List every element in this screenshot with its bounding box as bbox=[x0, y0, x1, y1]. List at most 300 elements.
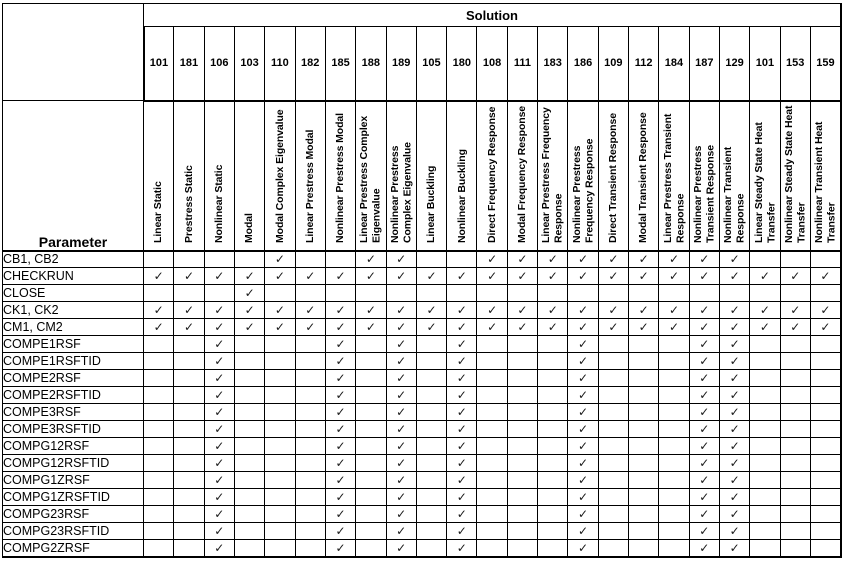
solution-number: 159 bbox=[810, 27, 841, 101]
parameter-name: CLOSE bbox=[3, 285, 144, 302]
check-cell-empty bbox=[659, 387, 689, 404]
check-mark: ✓ bbox=[386, 387, 416, 404]
check-mark: ✓ bbox=[689, 268, 719, 285]
check-cell-empty bbox=[174, 370, 204, 387]
check-mark: ✓ bbox=[780, 268, 810, 285]
check-cell-empty bbox=[780, 336, 810, 353]
check-cell-empty bbox=[325, 285, 355, 302]
check-cell-empty bbox=[234, 540, 264, 557]
check-cell-empty bbox=[629, 353, 659, 370]
check-cell-empty bbox=[356, 353, 386, 370]
check-mark: ✓ bbox=[719, 251, 749, 268]
check-cell-empty bbox=[659, 455, 689, 472]
check-mark: ✓ bbox=[689, 523, 719, 540]
check-mark: ✓ bbox=[598, 251, 628, 268]
table-row bbox=[3, 370, 842, 387]
check-mark: ✓ bbox=[689, 370, 719, 387]
check-cell-empty bbox=[174, 438, 204, 455]
table-row bbox=[3, 523, 842, 540]
check-mark: ✓ bbox=[538, 268, 568, 285]
check-mark: ✓ bbox=[356, 319, 386, 336]
check-mark: ✓ bbox=[265, 268, 295, 285]
check-cell-empty bbox=[538, 421, 568, 438]
check-cell-empty bbox=[659, 421, 689, 438]
check-cell-empty bbox=[356, 421, 386, 438]
check-cell-empty bbox=[538, 472, 568, 489]
check-cell-empty bbox=[780, 489, 810, 506]
check-cell-empty bbox=[265, 370, 295, 387]
solution-number: 181 bbox=[174, 27, 204, 101]
check-cell-empty bbox=[507, 370, 537, 387]
parameter-name: COMPG12RSFTID bbox=[3, 455, 144, 472]
check-cell-empty bbox=[810, 404, 841, 421]
table-row bbox=[3, 336, 842, 353]
check-cell-empty bbox=[750, 251, 780, 268]
check-mark: ✓ bbox=[386, 472, 416, 489]
check-mark: ✓ bbox=[447, 319, 477, 336]
check-cell-empty bbox=[507, 404, 537, 421]
check-mark: ✓ bbox=[689, 455, 719, 472]
check-mark: ✓ bbox=[568, 489, 598, 506]
check-cell-empty bbox=[810, 285, 841, 302]
check-mark: ✓ bbox=[568, 353, 598, 370]
check-cell-empty bbox=[780, 523, 810, 540]
check-cell-empty bbox=[598, 472, 628, 489]
check-cell-empty bbox=[234, 421, 264, 438]
check-mark: ✓ bbox=[447, 370, 477, 387]
check-mark: ✓ bbox=[659, 319, 689, 336]
solution-name: Nonlinear Prestress Transient Response bbox=[691, 144, 717, 243]
check-mark: ✓ bbox=[568, 540, 598, 557]
table-row bbox=[3, 302, 842, 319]
check-mark: ✓ bbox=[204, 523, 234, 540]
check-mark: ✓ bbox=[689, 336, 719, 353]
check-mark: ✓ bbox=[325, 489, 355, 506]
check-cell-empty bbox=[750, 438, 780, 455]
check-mark: ✓ bbox=[356, 268, 386, 285]
solution-number: 110 bbox=[265, 27, 295, 101]
check-cell-empty bbox=[780, 472, 810, 489]
check-mark: ✓ bbox=[325, 455, 355, 472]
check-mark: ✓ bbox=[780, 319, 810, 336]
check-mark: ✓ bbox=[325, 336, 355, 353]
check-cell-empty bbox=[598, 523, 628, 540]
check-cell-empty bbox=[356, 370, 386, 387]
check-cell-empty bbox=[629, 387, 659, 404]
table-row bbox=[3, 387, 842, 404]
check-cell-empty bbox=[265, 506, 295, 523]
solution-number: 185 bbox=[325, 27, 355, 101]
check-cell-empty bbox=[144, 404, 174, 421]
check-cell-empty bbox=[477, 455, 507, 472]
check-cell-empty bbox=[144, 489, 174, 506]
check-cell-empty bbox=[750, 353, 780, 370]
parameter-name: CM1, CM2 bbox=[3, 319, 144, 336]
check-mark: ✓ bbox=[204, 302, 234, 319]
solution-number: 180 bbox=[447, 27, 477, 101]
parameter-name: COMPG1ZRSFTID bbox=[3, 489, 144, 506]
table-row bbox=[3, 540, 842, 557]
check-cell-empty bbox=[144, 353, 174, 370]
check-mark: ✓ bbox=[810, 319, 841, 336]
solution-name: Linear Prestress Modal bbox=[304, 129, 317, 243]
solution-name-cell bbox=[780, 101, 810, 251]
solution-name: Modal Transient Response bbox=[637, 111, 650, 243]
check-cell-empty bbox=[356, 489, 386, 506]
check-mark: ✓ bbox=[325, 370, 355, 387]
check-mark: ✓ bbox=[174, 268, 204, 285]
check-mark: ✓ bbox=[386, 353, 416, 370]
check-cell-empty bbox=[416, 472, 446, 489]
solution-name-cell bbox=[356, 101, 386, 251]
check-mark: ✓ bbox=[689, 319, 719, 336]
check-cell-empty bbox=[689, 285, 719, 302]
check-cell-empty bbox=[295, 523, 325, 540]
check-cell-empty bbox=[629, 404, 659, 421]
parameter-name: COMPE1RSFTID bbox=[3, 353, 144, 370]
check-cell-empty bbox=[810, 540, 841, 557]
check-mark: ✓ bbox=[689, 387, 719, 404]
check-cell-empty bbox=[265, 336, 295, 353]
check-cell-empty bbox=[174, 336, 204, 353]
check-mark: ✓ bbox=[719, 336, 749, 353]
check-mark: ✓ bbox=[568, 523, 598, 540]
check-mark: ✓ bbox=[356, 302, 386, 319]
solution-name-cell bbox=[416, 101, 446, 251]
check-cell-empty bbox=[174, 285, 204, 302]
check-cell-empty bbox=[810, 336, 841, 353]
check-cell-empty bbox=[477, 370, 507, 387]
table-row bbox=[3, 404, 842, 421]
solution-name-cell bbox=[386, 101, 416, 251]
check-cell-empty bbox=[629, 336, 659, 353]
check-mark: ✓ bbox=[568, 404, 598, 421]
solution-number: 112 bbox=[629, 27, 659, 101]
check-mark: ✓ bbox=[810, 302, 841, 319]
check-mark: ✓ bbox=[689, 506, 719, 523]
check-cell-empty bbox=[234, 489, 264, 506]
check-cell-empty bbox=[629, 285, 659, 302]
check-cell-empty bbox=[416, 506, 446, 523]
check-cell-empty bbox=[265, 472, 295, 489]
check-cell-empty bbox=[416, 523, 446, 540]
check-cell-empty bbox=[598, 421, 628, 438]
check-mark: ✓ bbox=[295, 319, 325, 336]
check-cell-empty bbox=[659, 336, 689, 353]
check-mark: ✓ bbox=[507, 268, 537, 285]
parameter-name: COMPE3RSF bbox=[3, 404, 144, 421]
check-cell-empty bbox=[659, 370, 689, 387]
check-cell-empty bbox=[416, 285, 446, 302]
check-mark: ✓ bbox=[629, 319, 659, 336]
check-cell-empty bbox=[659, 285, 689, 302]
check-mark: ✓ bbox=[386, 268, 416, 285]
check-cell-empty bbox=[780, 540, 810, 557]
solution-name: Nonlinear Static bbox=[213, 164, 226, 243]
check-cell-empty bbox=[659, 540, 689, 557]
solution-number: 109 bbox=[598, 27, 628, 101]
check-mark: ✓ bbox=[719, 421, 749, 438]
check-cell-empty bbox=[780, 251, 810, 268]
check-mark: ✓ bbox=[265, 302, 295, 319]
check-cell-empty bbox=[477, 540, 507, 557]
check-mark: ✓ bbox=[386, 251, 416, 268]
check-cell-empty bbox=[477, 336, 507, 353]
check-mark: ✓ bbox=[447, 268, 477, 285]
solution-name: Direct Transient Response bbox=[607, 112, 620, 243]
check-mark: ✓ bbox=[629, 268, 659, 285]
solution-number: 108 bbox=[477, 27, 507, 101]
check-cell-empty bbox=[629, 421, 659, 438]
check-cell-empty bbox=[780, 506, 810, 523]
check-mark: ✓ bbox=[295, 268, 325, 285]
check-cell-empty bbox=[810, 472, 841, 489]
check-cell-empty bbox=[568, 285, 598, 302]
check-cell-empty bbox=[629, 370, 659, 387]
check-mark: ✓ bbox=[204, 268, 234, 285]
solution-name-cell bbox=[538, 101, 568, 251]
solution-name: Nonlinear Transient Response bbox=[722, 146, 747, 243]
check-cell-empty bbox=[629, 472, 659, 489]
solution-number: 189 bbox=[386, 27, 416, 101]
check-mark: ✓ bbox=[416, 268, 446, 285]
check-mark: ✓ bbox=[204, 540, 234, 557]
check-cell-empty bbox=[174, 387, 204, 404]
solution-name-cell bbox=[144, 101, 174, 251]
check-cell-empty bbox=[295, 251, 325, 268]
table-row bbox=[3, 251, 842, 268]
solution-header: Solution bbox=[144, 4, 842, 27]
check-mark: ✓ bbox=[325, 319, 355, 336]
check-mark: ✓ bbox=[598, 302, 628, 319]
check-cell-empty bbox=[265, 540, 295, 557]
check-cell-empty bbox=[325, 251, 355, 268]
check-cell-empty bbox=[265, 438, 295, 455]
check-cell-empty bbox=[598, 540, 628, 557]
check-mark: ✓ bbox=[477, 302, 507, 319]
solution-banner-row bbox=[3, 4, 842, 27]
check-mark: ✓ bbox=[719, 387, 749, 404]
check-cell-empty bbox=[295, 370, 325, 387]
solution-name-cell bbox=[659, 101, 689, 251]
check-cell-empty bbox=[295, 387, 325, 404]
check-cell-empty bbox=[598, 438, 628, 455]
check-mark: ✓ bbox=[325, 404, 355, 421]
solution-number: 111 bbox=[507, 27, 537, 101]
check-cell-empty bbox=[416, 387, 446, 404]
check-cell-empty bbox=[780, 455, 810, 472]
check-cell-empty bbox=[598, 506, 628, 523]
check-mark: ✓ bbox=[325, 302, 355, 319]
check-cell-empty bbox=[356, 438, 386, 455]
check-cell-empty bbox=[295, 540, 325, 557]
check-mark: ✓ bbox=[386, 489, 416, 506]
parameter-name: COMPG12RSF bbox=[3, 438, 144, 455]
check-cell-empty bbox=[750, 506, 780, 523]
solution-name: Nonlinear Transient Heat Transfer bbox=[813, 121, 838, 243]
check-cell-empty bbox=[416, 251, 446, 268]
parameter-name: CK1, CK2 bbox=[3, 302, 144, 319]
check-cell-empty bbox=[416, 353, 446, 370]
check-mark: ✓ bbox=[689, 353, 719, 370]
check-mark: ✓ bbox=[447, 540, 477, 557]
check-cell-empty bbox=[750, 523, 780, 540]
table-row bbox=[3, 268, 842, 285]
check-mark: ✓ bbox=[265, 319, 295, 336]
check-cell-empty bbox=[174, 421, 204, 438]
check-cell-empty bbox=[750, 387, 780, 404]
check-cell-empty bbox=[780, 353, 810, 370]
check-cell-empty bbox=[750, 336, 780, 353]
solution-name-cell bbox=[295, 101, 325, 251]
parameter-name: CHECKRUN bbox=[3, 268, 144, 285]
check-cell-empty bbox=[810, 438, 841, 455]
check-mark: ✓ bbox=[447, 336, 477, 353]
table-row bbox=[3, 438, 842, 455]
check-mark: ✓ bbox=[568, 370, 598, 387]
check-mark: ✓ bbox=[689, 438, 719, 455]
check-cell-empty bbox=[629, 489, 659, 506]
check-cell-empty bbox=[477, 438, 507, 455]
check-cell-empty bbox=[750, 540, 780, 557]
check-cell-empty bbox=[507, 489, 537, 506]
check-cell-empty bbox=[629, 438, 659, 455]
check-cell-empty bbox=[810, 353, 841, 370]
solution-name-cell bbox=[719, 101, 749, 251]
check-cell-empty bbox=[447, 251, 477, 268]
check-cell-empty bbox=[538, 336, 568, 353]
check-cell-empty bbox=[295, 353, 325, 370]
check-cell-empty bbox=[144, 523, 174, 540]
check-mark: ✓ bbox=[204, 489, 234, 506]
check-cell-empty bbox=[174, 455, 204, 472]
solution-number: 187 bbox=[689, 27, 719, 101]
check-cell-empty bbox=[750, 489, 780, 506]
check-mark: ✓ bbox=[507, 319, 537, 336]
check-mark: ✓ bbox=[204, 472, 234, 489]
check-mark: ✓ bbox=[174, 319, 204, 336]
check-mark: ✓ bbox=[386, 370, 416, 387]
check-cell-empty bbox=[598, 336, 628, 353]
check-cell-empty bbox=[144, 455, 174, 472]
check-cell-empty bbox=[477, 472, 507, 489]
check-cell-empty bbox=[477, 523, 507, 540]
check-cell-empty bbox=[780, 370, 810, 387]
check-mark: ✓ bbox=[659, 251, 689, 268]
check-mark: ✓ bbox=[447, 302, 477, 319]
check-mark: ✓ bbox=[204, 387, 234, 404]
check-cell-empty bbox=[356, 472, 386, 489]
table-body bbox=[3, 251, 842, 557]
check-mark: ✓ bbox=[325, 268, 355, 285]
check-mark: ✓ bbox=[538, 319, 568, 336]
check-cell-empty bbox=[356, 455, 386, 472]
check-cell-empty bbox=[144, 251, 174, 268]
check-cell-empty bbox=[295, 285, 325, 302]
solution-name: Linear Prestress Frequency Response bbox=[540, 106, 565, 243]
check-cell-empty bbox=[295, 489, 325, 506]
table-row bbox=[3, 285, 842, 302]
check-mark: ✓ bbox=[750, 268, 780, 285]
check-mark: ✓ bbox=[447, 438, 477, 455]
check-cell-empty bbox=[538, 540, 568, 557]
check-mark: ✓ bbox=[719, 455, 749, 472]
check-mark: ✓ bbox=[719, 353, 749, 370]
check-cell-empty bbox=[144, 540, 174, 557]
check-cell-empty bbox=[144, 285, 174, 302]
check-cell-empty bbox=[538, 523, 568, 540]
check-mark: ✓ bbox=[356, 251, 386, 268]
check-cell-empty bbox=[265, 421, 295, 438]
solution-name: Modal Frequency Response bbox=[516, 105, 529, 243]
check-cell-empty bbox=[416, 455, 446, 472]
check-mark: ✓ bbox=[538, 251, 568, 268]
parameter-name: COMPE2RSF bbox=[3, 370, 144, 387]
check-mark: ✓ bbox=[325, 523, 355, 540]
check-cell-empty bbox=[477, 506, 507, 523]
check-mark: ✓ bbox=[568, 336, 598, 353]
check-mark: ✓ bbox=[447, 404, 477, 421]
check-mark: ✓ bbox=[144, 268, 174, 285]
parameter-name: COMPE1RSF bbox=[3, 336, 144, 353]
check-cell-empty bbox=[386, 285, 416, 302]
check-cell-empty bbox=[265, 404, 295, 421]
check-cell-empty bbox=[174, 540, 204, 557]
check-cell-empty bbox=[719, 285, 749, 302]
check-mark: ✓ bbox=[689, 489, 719, 506]
check-cell-empty bbox=[810, 506, 841, 523]
check-cell-empty bbox=[507, 455, 537, 472]
check-cell-empty bbox=[538, 438, 568, 455]
check-cell-empty bbox=[416, 404, 446, 421]
solution-name-cell bbox=[174, 101, 204, 251]
check-cell-empty bbox=[538, 489, 568, 506]
check-cell-empty bbox=[356, 404, 386, 421]
solution-number: 184 bbox=[659, 27, 689, 101]
solution-number: 186 bbox=[568, 27, 598, 101]
check-cell-empty bbox=[659, 404, 689, 421]
check-mark: ✓ bbox=[719, 472, 749, 489]
check-mark: ✓ bbox=[174, 302, 204, 319]
check-cell-empty bbox=[265, 353, 295, 370]
table-row bbox=[3, 472, 842, 489]
check-cell-empty bbox=[598, 285, 628, 302]
check-cell-empty bbox=[629, 506, 659, 523]
table-row bbox=[3, 455, 842, 472]
check-mark: ✓ bbox=[204, 336, 234, 353]
check-cell-empty bbox=[174, 489, 204, 506]
check-cell-empty bbox=[234, 506, 264, 523]
check-cell-empty bbox=[750, 421, 780, 438]
check-mark: ✓ bbox=[447, 506, 477, 523]
solution-name: Prestress Static bbox=[182, 164, 195, 243]
check-mark: ✓ bbox=[386, 523, 416, 540]
check-mark: ✓ bbox=[568, 251, 598, 268]
check-mark: ✓ bbox=[416, 302, 446, 319]
check-mark: ✓ bbox=[386, 336, 416, 353]
check-cell-empty bbox=[780, 387, 810, 404]
table-row bbox=[3, 506, 842, 523]
check-mark: ✓ bbox=[568, 319, 598, 336]
check-cell-empty bbox=[477, 285, 507, 302]
check-cell-empty bbox=[810, 370, 841, 387]
solution-name: Linear Steady State Heat Transfer bbox=[752, 121, 777, 243]
check-mark: ✓ bbox=[477, 319, 507, 336]
check-cell-empty bbox=[234, 523, 264, 540]
check-cell-empty bbox=[659, 523, 689, 540]
check-mark: ✓ bbox=[750, 319, 780, 336]
check-cell-empty bbox=[629, 455, 659, 472]
